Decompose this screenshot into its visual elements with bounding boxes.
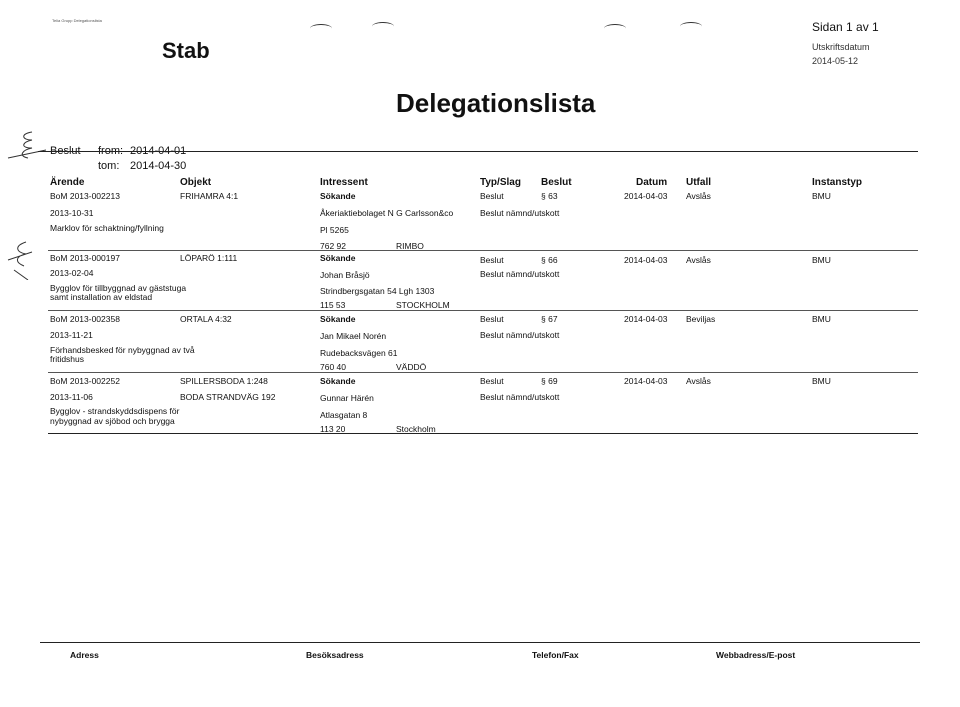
- arende-number: BoM 2013-002358: [50, 314, 120, 324]
- col-typ: Typ/Slag: [480, 177, 521, 188]
- objekt: SPILLERSBODA 1:248: [180, 376, 268, 386]
- arende-number: BoM 2013-002252: [50, 376, 120, 386]
- arende-description: Förhandsbesked för nybyggnad av två: [50, 345, 195, 355]
- footer-adress: Adress: [70, 650, 99, 660]
- intressent-role: Sökande: [320, 253, 356, 263]
- paragraf: § 63: [541, 191, 558, 201]
- objekt: FRIHAMRA 4:1: [180, 191, 239, 201]
- utfall: Avslås: [686, 376, 711, 386]
- intressent-address: Atlasgatan 8: [320, 410, 368, 420]
- typ-slag: Beslut: [480, 255, 504, 265]
- department-name: Stab: [162, 38, 210, 63]
- utfall: Beviljas: [686, 314, 716, 324]
- arende-description: Bygglov för tillbyggnad av gäststuga: [50, 283, 187, 293]
- arende-description: nybyggnad av sjöbod och brygga: [50, 416, 175, 426]
- divider: [48, 250, 918, 251]
- paragraf: § 69: [541, 376, 558, 386]
- intressent-city: VÄDDÖ: [396, 362, 427, 372]
- intressent-name: Jan Mikael Norén: [320, 331, 387, 341]
- intressent-city: RIMBO: [396, 241, 424, 251]
- arende-number: BoM 2013-002213: [50, 191, 120, 201]
- instanstyp: BMU: [812, 376, 831, 386]
- intressent-city: STOCKHOLM: [396, 300, 450, 310]
- header-mark: [680, 22, 702, 31]
- beslut-datum: 2014-04-03: [624, 191, 668, 201]
- beslut-datum: 2014-04-03: [624, 314, 668, 324]
- typ-slag: Beslut: [480, 376, 504, 386]
- header-mark: [310, 24, 332, 33]
- col-utfall: Utfall: [686, 177, 711, 188]
- intressent-name: Johan Bråsjö: [320, 270, 370, 280]
- arende-description: fritidshus: [50, 354, 85, 364]
- print-date-label: Utskriftsdatum: [812, 42, 870, 52]
- objekt-address: BODA STRANDVÄG 192: [180, 392, 276, 402]
- instanstyp: BMU: [812, 255, 831, 265]
- intressent-role: Sökande: [320, 191, 356, 201]
- beslutstyp: Beslut nämnd/utskott: [480, 269, 560, 279]
- divider: [48, 310, 918, 311]
- arende-description: Marklov för schaktning/fyllning: [50, 223, 164, 233]
- filter-beslut: Beslut: [50, 145, 81, 157]
- arende-date: 2013-11-21: [50, 330, 93, 340]
- intressent-postnr: 760 40: [320, 362, 346, 372]
- print-date: 2014-05-12: [812, 56, 859, 66]
- beslutstyp: Beslut nämnd/utskott: [480, 208, 560, 218]
- arende-date: 2013-02-04: [50, 268, 94, 278]
- footer-besoksadress: Besöksadress: [306, 650, 364, 660]
- page-number: Sidan 1 av 1: [812, 20, 879, 34]
- col-datum: Datum: [636, 177, 668, 188]
- paragraf: § 67: [541, 314, 558, 324]
- col-intressent: Intressent: [320, 177, 368, 188]
- intressent-address: Strindbergsgatan 54 Lgh 1303: [320, 286, 435, 296]
- footer-divider: [40, 642, 920, 643]
- typ-slag: Beslut: [480, 191, 504, 201]
- divider: [48, 372, 918, 373]
- intressent-name: Åkeriaktiebolaget N G Carlsson&co: [320, 208, 454, 218]
- intressent-address: Pl 5265: [320, 225, 349, 235]
- divider: [48, 433, 918, 434]
- utfall: Avslås: [686, 191, 711, 201]
- signature-mark: [2, 128, 52, 168]
- intressent-city: Stockholm: [396, 424, 436, 434]
- filter-from-label: from:: [98, 145, 124, 157]
- intressent-postnr: 115 53: [320, 300, 346, 310]
- objekt: ORTALA 4:32: [180, 314, 232, 324]
- arende-number: BoM 2013-000197: [50, 253, 120, 263]
- filter-from-date: 2014-04-01: [130, 145, 187, 157]
- objekt: LÖPARÖ 1:111: [180, 253, 238, 263]
- signature-mark: [4, 240, 34, 280]
- footer-webb: Webbadress/E-post: [716, 650, 796, 660]
- col-arende: Ärende: [50, 177, 85, 188]
- arende-date: 2013-11-06: [50, 392, 93, 402]
- beslut-datum: 2014-04-03: [624, 376, 668, 386]
- instanstyp: BMU: [812, 314, 831, 324]
- beslut-datum: 2014-04-03: [624, 255, 668, 265]
- instanstyp: BMU: [812, 191, 831, 201]
- col-instanstyp: Instanstyp: [812, 177, 863, 188]
- filter-tom-date: 2014-04-30: [130, 160, 187, 172]
- header-mark: [604, 24, 626, 33]
- logo-text: Telia Grupp Delegationslista: [52, 18, 102, 23]
- arende-description: Bygglov - strandskyddsdispens för: [50, 406, 180, 416]
- typ-slag: Beslut: [480, 314, 504, 324]
- intressent-name: Gunnar Härén: [320, 393, 374, 403]
- intressent-address: Rudebacksvägen 61: [320, 348, 398, 358]
- intressent-postnr: 113 20: [320, 424, 346, 434]
- paragraf: § 66: [541, 255, 558, 265]
- utfall: Avslås: [686, 255, 711, 265]
- intressent-postnr: 762 92: [320, 241, 346, 251]
- beslutstyp: Beslut nämnd/utskott: [480, 392, 560, 402]
- arende-description: samt installation av eldstad: [50, 292, 153, 302]
- divider: [38, 151, 918, 152]
- filter-tom-label: tom:: [98, 160, 120, 172]
- col-beslut: Beslut: [541, 177, 572, 188]
- page-title: Delegationslista: [396, 88, 596, 118]
- intressent-role: Sökande: [320, 314, 356, 324]
- beslutstyp: Beslut nämnd/utskott: [480, 330, 560, 340]
- col-objekt: Objekt: [180, 177, 212, 188]
- header-mark: [372, 22, 394, 31]
- footer-telefon: Telefon/Fax: [532, 650, 579, 660]
- intressent-role: Sökande: [320, 376, 356, 386]
- arende-date: 2013-10-31: [50, 208, 94, 218]
